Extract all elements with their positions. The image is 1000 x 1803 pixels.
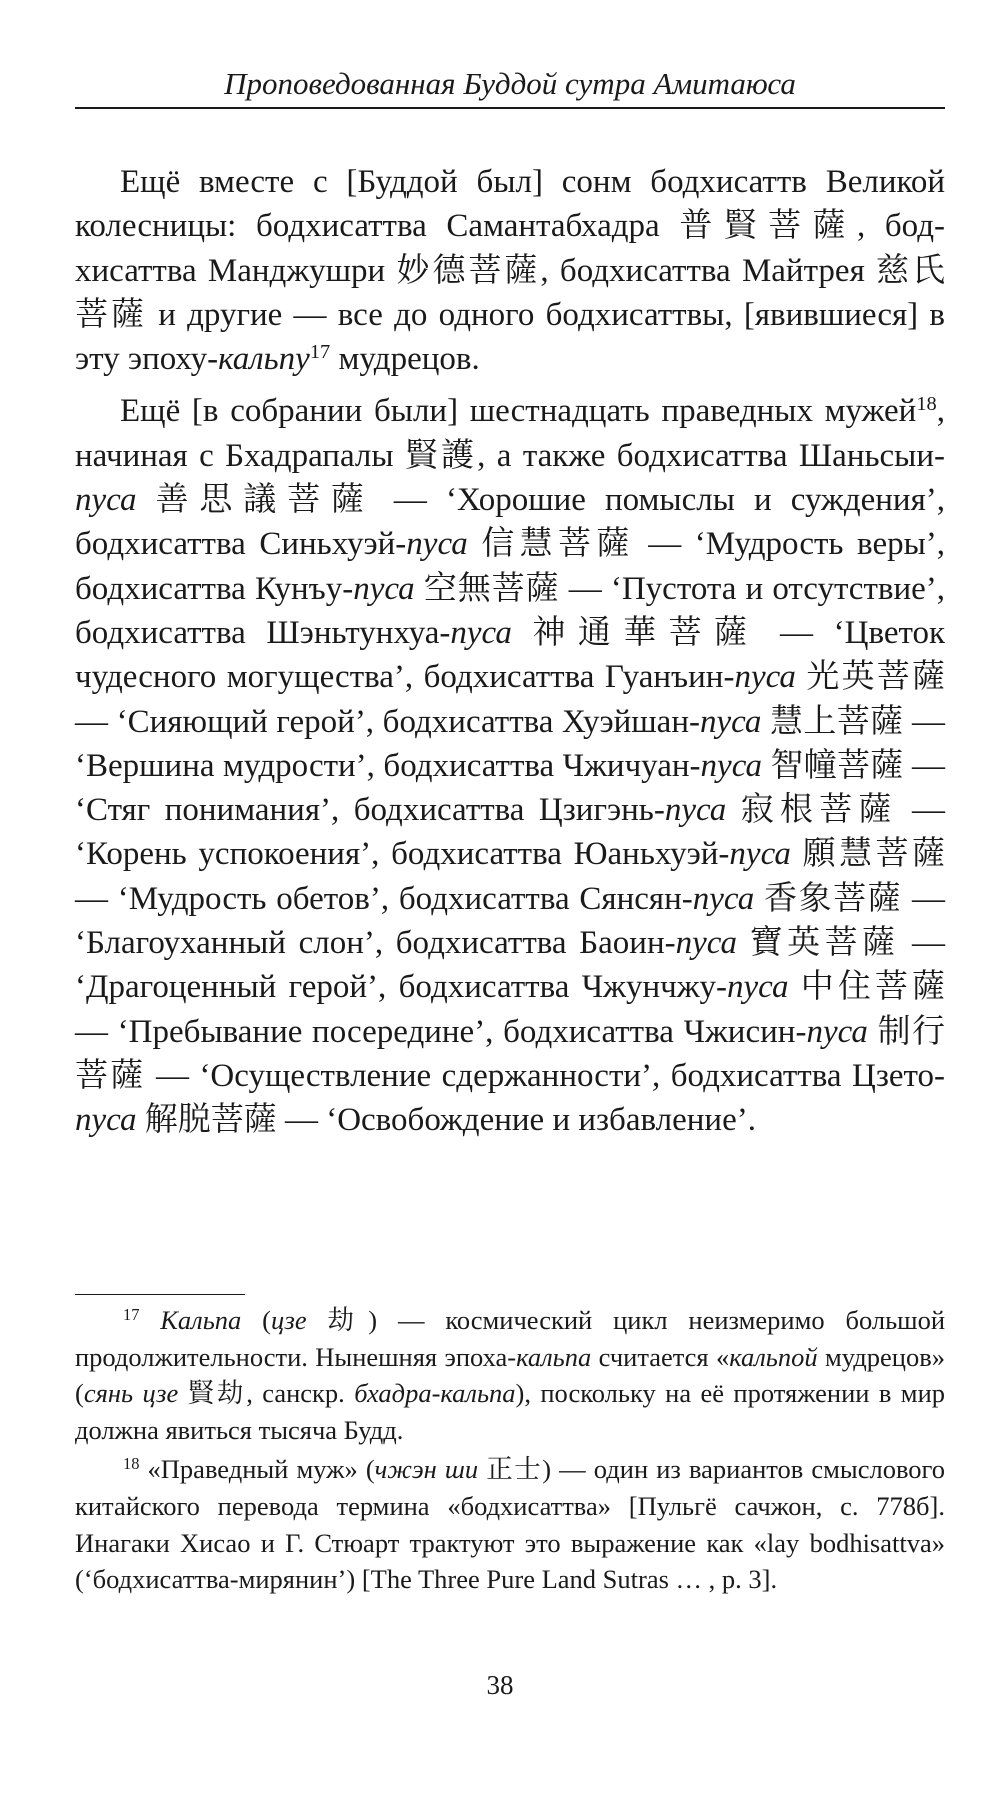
italic-term: чжэн ши: [374, 1454, 479, 1485]
italic-term: пуса: [727, 969, 789, 1006]
italic-term: пуса: [729, 836, 791, 873]
text-run: 寂根菩薩 — ‘Корень успокоения’, бодхисаттва Юаньхуэй-: [75, 792, 946, 873]
text-run: считается «: [591, 1341, 730, 1372]
text-run: Ещё вместе с [Буддой был] сонм бодхисаттв Великой колесницы: бодхисаттва Самантабхадра 普賢菩薩, бодхисаттва Манджушри 妙德菩薩, бодхисаттва Майтрея 慈氏菩薩 и другие — все до одного бодхисаттвы, [явившиеся] в эту эпоху-: [75, 164, 945, 378]
italic-term: кальпу: [218, 341, 310, 378]
text-run: мудрецов» (: [75, 1341, 945, 1409]
text-run: , начиная с Бхадрапалы 賢護, а также бодхисаттва Шаньсыи-: [75, 393, 945, 474]
text-run: 正士) — один из вариантов смыслового китайского перевода термина «бодхисаттва» [Пульгё сачжон, с. 778б]. Инагаки Хисао и Г. Стюарт трактуют это выражение как «lay bodhisattva» (‘бодхисаттва-мирянин’) [The Three Pure Land Sutras … , p. 3].: [75, 1454, 946, 1595]
italic-term: пуса: [806, 1013, 868, 1050]
italic-term: пуса: [692, 880, 755, 917]
footnote-number: 18: [123, 1454, 140, 1474]
italic-term: пуса: [734, 659, 796, 696]
text-run: «Праведный муж» (: [147, 1454, 375, 1485]
text-run: 光英菩薩 — ‘Сияющий герой’, бодхисаттва Хуэйшан-: [75, 659, 946, 740]
footnote-18: [75, 1451, 945, 1597]
text-run: 中住菩薩 — ‘Пребывание посередине’, бодхисаттва Чжисин-: [75, 969, 945, 1050]
italic-term: кальпой: [729, 1341, 818, 1372]
running-title: Проповедованная Буддой сутра Амитаюса: [224, 66, 796, 101]
page-number: 38: [486, 1670, 514, 1700]
text-run: 制行菩薩 — ‘Осуществление сдержанности’, бодхисаттва Цзето-: [75, 1013, 945, 1094]
text-run: 寶英菩薩 — ‘Драгоценный герой’, бодхисаттва Чжунчжу-: [75, 925, 945, 1006]
italic-term: пуса: [75, 1102, 137, 1139]
text-run: 神通華菩薩 — ‘Цветок чудесного могущества’, бодхисаттва Гуанъин-: [75, 614, 945, 696]
italic-term: пуса: [353, 570, 415, 607]
italic-term: пуса: [699, 703, 762, 740]
text-run: 善思議菩薩 — ‘Хорошие помыслы и суждения’, бодхисаттва Синьхуэй-: [75, 482, 945, 563]
footnote-ref-17[interactable]: 17: [309, 340, 331, 363]
text-run: 信慧菩薩 — ‘Мудрость веры’, бодхисаттва Кунъу-: [75, 526, 945, 607]
italic-term: пуса: [406, 526, 468, 563]
italic-term: пуса: [675, 925, 738, 962]
italic-term: пуса: [450, 614, 512, 651]
italic-term: кальпа: [516, 1341, 592, 1372]
text-run: 智幢菩薩 — ‘Стяг понимания’, бодхисаттва Цзигэнь-: [75, 747, 945, 829]
italic-term: цзе: [270, 1305, 307, 1335]
footnotes: [75, 1302, 945, 1598]
text-run: 解脱菩薩 — ‘Освобождение и избавление’.: [136, 1102, 756, 1139]
text-run: 賢劫, санскр.: [178, 1378, 355, 1409]
text-run: 劫) — космический цикл неизмеримо большой продолжительности. Нынешняя эпоха-: [75, 1305, 946, 1372]
text-run: 願慧菩薩 — ‘Мудрость обетов’, бодхисаттва Сянсян-: [75, 836, 945, 917]
footnote-number: 17: [123, 1304, 140, 1324]
text-run: 香象菩薩 — ‘Благоуханный слон’, бодхисаттва Баоин-: [75, 880, 945, 962]
footnote-17: [75, 1302, 945, 1448]
italic-term: пуса: [700, 747, 762, 784]
header-rule: [75, 107, 945, 109]
text-run: ), поскольку на её протяжении в мир должна явиться тысяча Будд.: [75, 1378, 946, 1445]
italic-term: Кальпа: [160, 1305, 242, 1335]
text-run: 慧上菩薩 — ‘Вершина мудрости’, бодхисаттва Чжичуан-: [75, 703, 945, 784]
text-run: (: [241, 1305, 271, 1335]
footnote-separator: [75, 1294, 245, 1295]
text-run: 空無菩薩 — ‘Пустота и отсутствие’, бодхисаттва Шэньтунхуа-: [75, 570, 945, 651]
paragraph-sixteen-men: [75, 389, 945, 1142]
paragraph-bodhisattvas: [75, 160, 945, 381]
italic-term: сянь цзе: [83, 1378, 179, 1409]
footnote-ref-18[interactable]: 18: [916, 393, 937, 416]
italic-term: пуса: [664, 792, 727, 829]
main-text: [75, 160, 945, 1143]
text-run: мудрецов.: [330, 341, 480, 378]
italic-term: бхадра-кальпа: [354, 1378, 516, 1409]
italic-term: пуса: [75, 482, 137, 519]
text-run: Ещё [в собрании были] шестнадцать праведных мужей: [120, 393, 917, 430]
